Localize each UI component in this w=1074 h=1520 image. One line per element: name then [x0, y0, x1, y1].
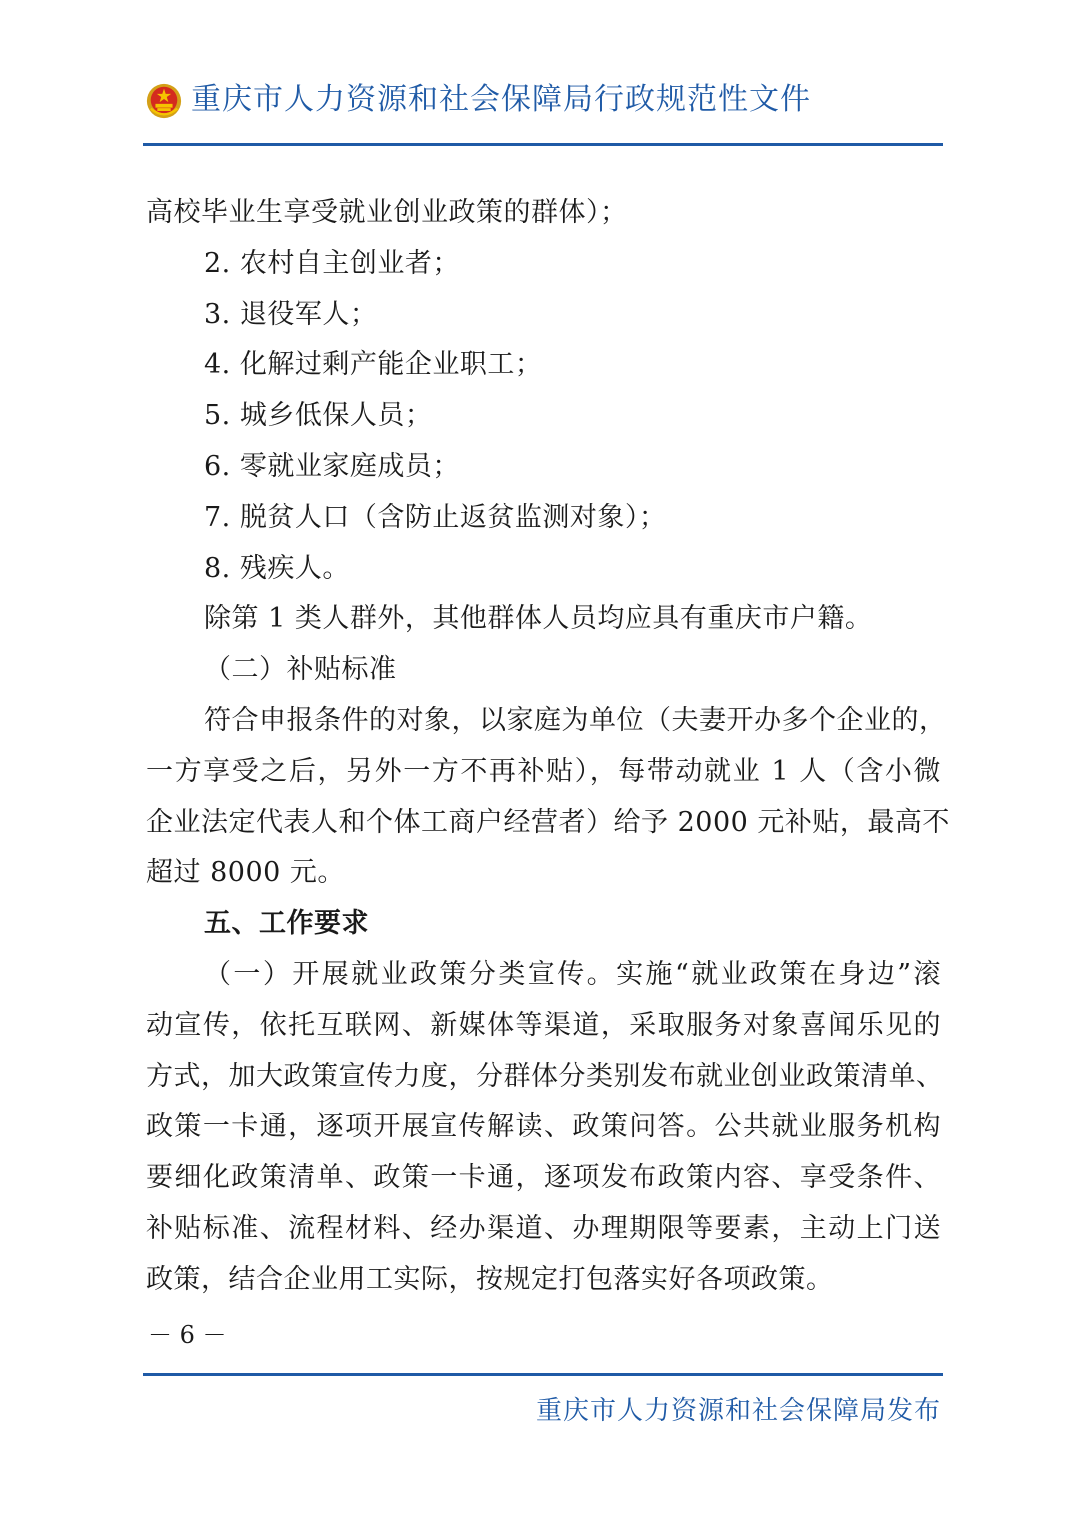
text-line: 政策，结合企业用工实际，按规定打包落实好各项政策。 [146, 1263, 834, 1295]
footer-divider [143, 1373, 943, 1376]
text-line: （二）补贴标准 [204, 654, 397, 686]
document-header [143, 78, 943, 123]
text-line: 方式，加大政策宣传力度，分群体分类别发布就业创业政策清单、 [146, 1060, 944, 1092]
text-line: 动宣传，依托互联网、新媒体等渠道，采取服务对象喜闻乐见的 [146, 1009, 941, 1041]
header-title: 重庆市人力资源和社会保障局行政规范性文件 [191, 82, 811, 117]
footer-publisher: 重庆市人力资源和社会保障局发布 [536, 1396, 942, 1426]
text-line: 符合申报条件的对象，以家庭为单位（夫妻开办多个企业的， [204, 704, 947, 736]
header-divider [143, 143, 943, 146]
text-line: 政策一卡通，逐项开展宣传解读、政策问答。公共就业服务机构 [146, 1111, 941, 1143]
text-line: 7. 脱贫人口（含防止返贫监测对象）； [204, 501, 667, 533]
text-line: 除第 1 类人群外，其他群体人员均应具有重庆市户籍。 [204, 603, 873, 635]
text-line: 超过 8000 元。 [146, 857, 345, 889]
text-line: （一）开展就业政策分类宣传。实施“就业政策在身边”滚 [204, 958, 941, 990]
text-line: 6. 零就业家庭成员； [204, 450, 460, 482]
document-body [146, 188, 950, 1306]
text-line: 一方享受之后，另外一方不再补贴），每带动就业 1 人（含小微 [146, 755, 941, 787]
text-line: 高校毕业生享受就业创业政策的群体）； [146, 197, 628, 228]
text-line: 企业法定代表人和个体工商户经营者）给予 2000 元补贴，最高不 [146, 806, 950, 838]
text-line: 4. 化解过剩产能企业职工； [204, 349, 543, 381]
national-emblem-icon [145, 82, 183, 120]
page-number: － 6 － [148, 1321, 227, 1349]
section-heading: 五、工作要求 [204, 908, 369, 940]
text-line: 3. 退役军人； [204, 298, 378, 330]
text-line: 要细化政策清单、政策一卡通，逐项发布政策内容、享受条件、 [146, 1162, 941, 1194]
text-line: 补贴标准、流程材料、经办渠道、办理期限等要素，主动上门送 [146, 1212, 941, 1244]
text-line: 2. 农村自主创业者； [204, 247, 460, 279]
text-line: 8. 残疾人。 [204, 552, 350, 584]
text-line: 5. 城乡低保人员； [204, 400, 433, 432]
